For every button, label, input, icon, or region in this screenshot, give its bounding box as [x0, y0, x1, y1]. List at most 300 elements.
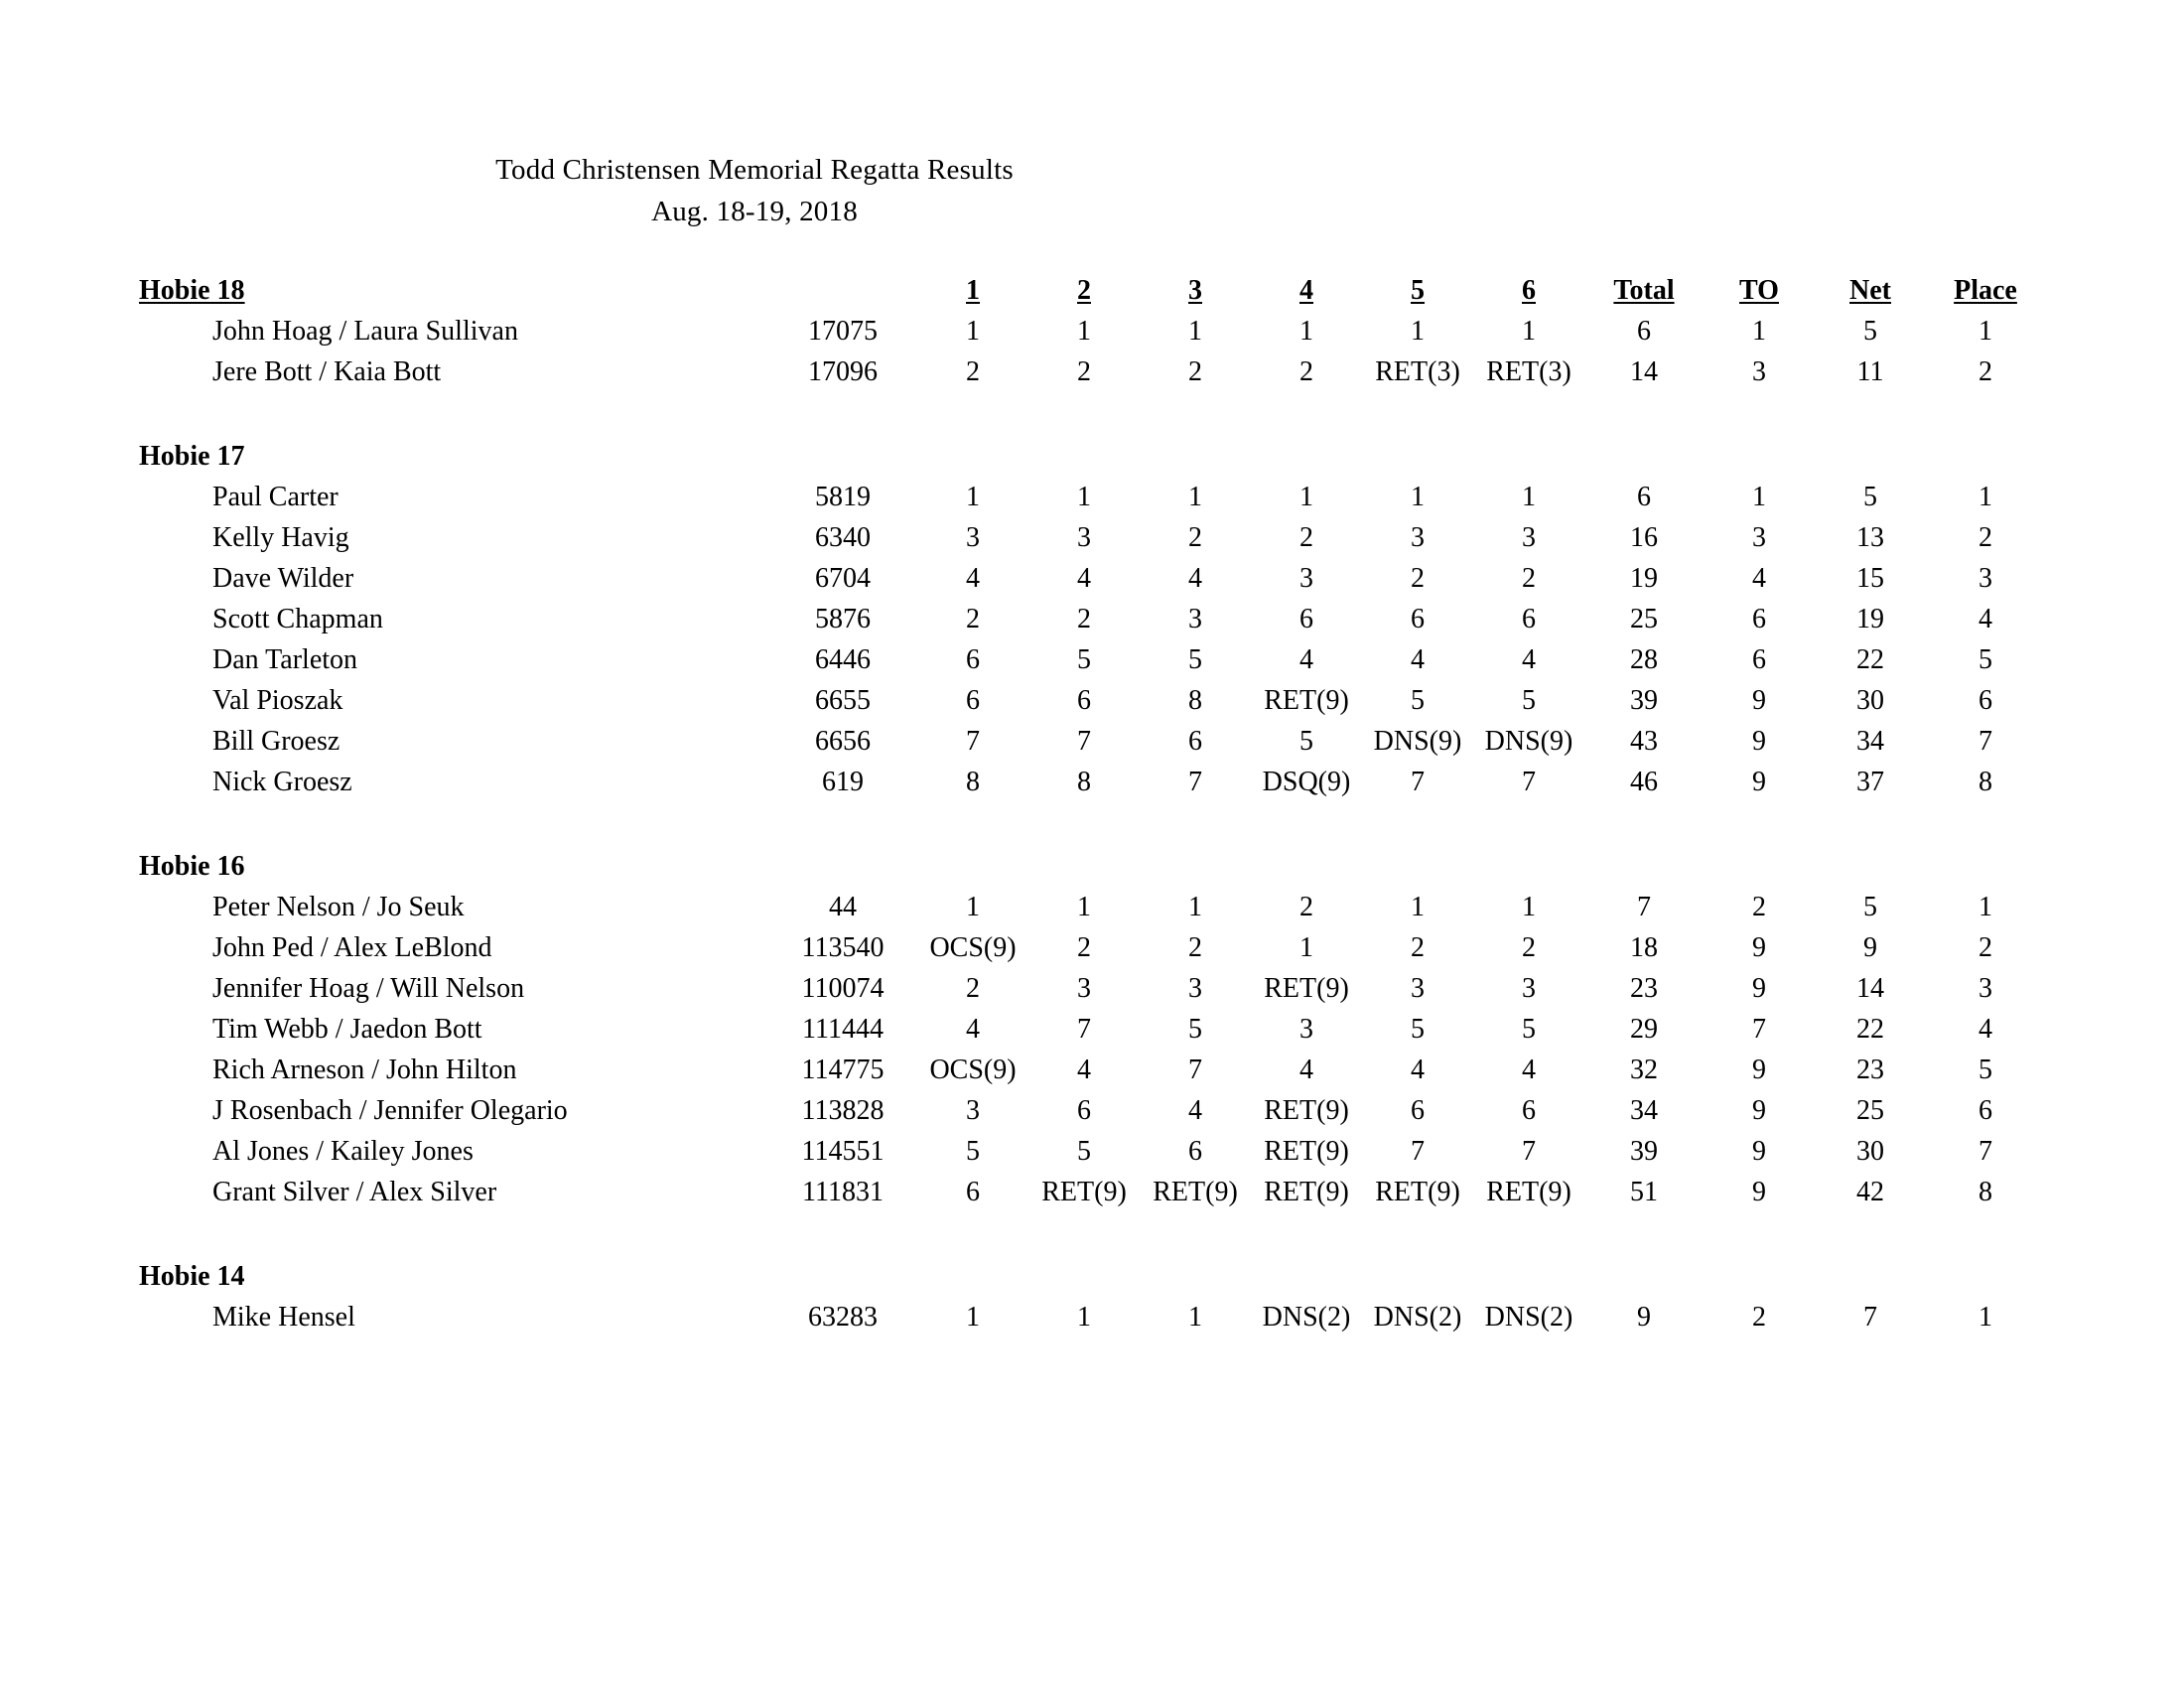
race-6-score: DNS(2) — [1484, 1301, 1573, 1333]
total-score: 6 — [1637, 481, 1651, 512]
race-2-score: 1 — [1077, 315, 1091, 347]
race-5-score: 3 — [1411, 972, 1425, 1004]
net-score: 22 — [1856, 643, 1884, 675]
total-score: 51 — [1630, 1176, 1658, 1207]
place-header — [1926, 846, 2045, 887]
race-5-score: 2 — [1411, 562, 1425, 594]
spacer-cell — [139, 802, 2045, 846]
race-5-header — [1362, 846, 1473, 887]
race-1-score: 6 — [966, 1176, 980, 1207]
race-2-score: 8 — [1077, 766, 1091, 797]
race-1-score: 2 — [966, 355, 980, 387]
race-5-score: 1 — [1411, 481, 1425, 512]
net-score: 37 — [1856, 766, 1884, 797]
place-value: 3 — [1979, 972, 1992, 1004]
skipper-name: Jennifer Hoag / Will Nelson — [212, 972, 525, 1004]
skipper-name: Mike Hensel — [212, 1301, 355, 1333]
place-value: 1 — [1979, 891, 1992, 922]
table-spacer-row — [139, 802, 2045, 846]
race-1-score: 1 — [966, 481, 980, 512]
race-5-score: RET(9) — [1375, 1176, 1460, 1207]
net-score: 14 — [1856, 972, 1884, 1004]
net-score: 7 — [1863, 1301, 1877, 1333]
skipper-name: Nick Groesz — [212, 766, 352, 797]
total-header — [1584, 436, 1704, 477]
net-score: 30 — [1856, 684, 1884, 716]
race-6-score: 7 — [1522, 766, 1536, 797]
throwout-score: 3 — [1752, 355, 1766, 387]
race-1-score: OCS(9) — [929, 931, 1017, 963]
race-4-score: RET(9) — [1264, 1094, 1349, 1126]
race-3-score: RET(9) — [1153, 1176, 1238, 1207]
race-3-score: 2 — [1188, 931, 1202, 963]
throwout-score: 9 — [1752, 684, 1766, 716]
throwout-score: 9 — [1752, 766, 1766, 797]
race-2-score: 7 — [1077, 1013, 1091, 1045]
race-4-score: 3 — [1299, 1013, 1313, 1045]
race-5-score: 7 — [1411, 1135, 1425, 1167]
race-6-score: 2 — [1522, 562, 1536, 594]
race-2-score: 1 — [1077, 891, 1091, 922]
net-score: 22 — [1856, 1013, 1884, 1045]
race-4-score: RET(9) — [1264, 684, 1349, 716]
place-value: 8 — [1979, 1176, 1992, 1207]
race-1-header — [917, 1256, 1028, 1297]
total-score: 28 — [1630, 643, 1658, 675]
race-1-header: 1 — [966, 274, 980, 306]
race-2-score: 1 — [1077, 1301, 1091, 1333]
table-row — [139, 558, 2045, 599]
race-2-score: 1 — [1077, 481, 1091, 512]
race-5-score: 5 — [1411, 1013, 1425, 1045]
race-4-score: 1 — [1299, 315, 1313, 347]
race-6-score: 7 — [1522, 1135, 1536, 1167]
sail-number: 111831 — [802, 1176, 884, 1207]
sail-number: 6340 — [815, 521, 871, 553]
skipper-name: Bill Groesz — [212, 725, 341, 757]
race-4-score: 1 — [1299, 931, 1313, 963]
race-2-score: 2 — [1077, 355, 1091, 387]
skipper-name: Kelly Havig — [212, 521, 349, 553]
table-spacer-row — [139, 392, 2045, 436]
race-1-score: 1 — [966, 891, 980, 922]
race-5-score: 5 — [1411, 684, 1425, 716]
place-value: 7 — [1979, 725, 1992, 757]
total-score: 19 — [1630, 562, 1658, 594]
race-6-score: 6 — [1522, 1094, 1536, 1126]
race-5-score: 2 — [1411, 931, 1425, 963]
total-header: Total — [1613, 274, 1675, 306]
table-row — [139, 1172, 2045, 1212]
sail-number-header — [768, 436, 917, 477]
skipper-name: Rich Arneson / John Hilton — [212, 1054, 517, 1085]
race-2-header — [1028, 846, 1140, 887]
net-header: Net — [1849, 274, 1891, 306]
race-5-score: 6 — [1411, 603, 1425, 634]
total-score: 43 — [1630, 725, 1658, 757]
sail-number: 44 — [829, 891, 857, 922]
place-value: 1 — [1979, 481, 1992, 512]
race-3-score: 2 — [1188, 355, 1202, 387]
net-score: 19 — [1856, 603, 1884, 634]
sail-number: 5876 — [815, 603, 871, 634]
throwout-score: 7 — [1752, 1013, 1766, 1045]
skipper-name: Dan Tarleton — [212, 643, 358, 675]
race-3-score: 1 — [1188, 481, 1202, 512]
sail-number-header — [768, 846, 917, 887]
race-6-score: DNS(9) — [1484, 725, 1573, 757]
race-3-score: 7 — [1188, 766, 1202, 797]
race-1-score: 5 — [966, 1135, 980, 1167]
throwout-score: 9 — [1752, 1135, 1766, 1167]
race-4-score: 6 — [1299, 603, 1313, 634]
sail-number: 63283 — [808, 1301, 878, 1333]
place-header — [1926, 436, 2045, 477]
total-header — [1584, 1256, 1704, 1297]
race-3-score: 2 — [1188, 521, 1202, 553]
sail-number: 113828 — [801, 1094, 885, 1126]
race-6-score: 2 — [1522, 931, 1536, 963]
race-4-score: DSQ(9) — [1262, 766, 1351, 797]
skipper-name: Tim Webb / Jaedon Bott — [212, 1013, 482, 1045]
throwout-score: 9 — [1752, 972, 1766, 1004]
race-2-header — [1028, 436, 1140, 477]
total-score: 25 — [1630, 603, 1658, 634]
race-4-score: RET(9) — [1264, 972, 1349, 1004]
skipper-name: Jere Bott / Kaia Bott — [212, 355, 442, 387]
race-6-score: RET(9) — [1486, 1176, 1571, 1207]
race-1-score: 2 — [966, 603, 980, 634]
table-row — [139, 311, 2045, 352]
sail-number: 619 — [822, 766, 864, 797]
race-2-score: 7 — [1077, 725, 1091, 757]
race-4-score: 5 — [1299, 725, 1313, 757]
race-1-score: 3 — [966, 1094, 980, 1126]
race-4-score: 4 — [1299, 643, 1313, 675]
skipper-name: Peter Nelson / Jo Seuk — [212, 891, 465, 922]
race-5-score: 7 — [1411, 766, 1425, 797]
race-5-score: DNS(2) — [1373, 1301, 1462, 1333]
table-row — [139, 887, 2045, 927]
place-header — [1926, 1256, 2045, 1297]
table-row — [139, 1050, 2045, 1090]
race-5-score: 1 — [1411, 315, 1425, 347]
sail-number: 17075 — [808, 315, 878, 347]
throwout-score: 1 — [1752, 315, 1766, 347]
sail-number: 17096 — [808, 355, 878, 387]
skipper-name: Scott Chapman — [212, 603, 383, 634]
throwout-score: 9 — [1752, 1176, 1766, 1207]
race-2-score: 5 — [1077, 1135, 1091, 1167]
throwout-header — [1704, 846, 1815, 887]
race-5-header — [1362, 1256, 1473, 1297]
sail-number: 114551 — [801, 1135, 885, 1167]
place-value: 6 — [1979, 684, 1992, 716]
throwout-header — [1704, 1256, 1815, 1297]
skipper-name: John Hoag / Laura Sullivan — [212, 315, 518, 347]
skipper-name: Paul Carter — [212, 481, 339, 512]
race-2-score: 2 — [1077, 931, 1091, 963]
race-3-score: 6 — [1188, 725, 1202, 757]
table-row — [139, 927, 2045, 968]
race-3-score: 1 — [1188, 891, 1202, 922]
class-name: Hobie 18 — [139, 274, 245, 306]
place-value: 1 — [1979, 315, 1992, 347]
class-header-row — [139, 436, 2045, 477]
table-row — [139, 762, 2045, 802]
spacer-cell — [139, 392, 2045, 436]
sail-number: 6446 — [815, 643, 871, 675]
skipper-name: John Ped / Alex LeBlond — [212, 931, 492, 963]
document-title: Todd Christensen Memorial Regatta Results — [495, 154, 1014, 186]
race-5-score: 6 — [1411, 1094, 1425, 1126]
place-value: 8 — [1979, 766, 1992, 797]
throwout-score: 4 — [1752, 562, 1766, 594]
place-value: 5 — [1979, 1054, 1992, 1085]
race-4-score: 2 — [1299, 521, 1313, 553]
race-5-score: 4 — [1411, 1054, 1425, 1085]
class-header-row — [139, 1256, 2045, 1297]
throwout-score: 2 — [1752, 891, 1766, 922]
table-row — [139, 1009, 2045, 1050]
race-4-score: 2 — [1299, 355, 1313, 387]
race-1-score: 1 — [966, 315, 980, 347]
race-1-score: 6 — [966, 643, 980, 675]
table-row — [139, 517, 2045, 558]
class-name: Hobie 16 — [139, 850, 245, 882]
sail-number: 6656 — [815, 725, 871, 757]
race-3-header — [1140, 846, 1251, 887]
race-1-score: 1 — [966, 1301, 980, 1333]
race-3-score: 5 — [1188, 1013, 1202, 1045]
race-1-score: 7 — [966, 725, 980, 757]
sail-number: 111444 — [802, 1013, 884, 1045]
race-2-score: 6 — [1077, 1094, 1091, 1126]
sail-number-header — [768, 270, 917, 311]
total-score: 14 — [1630, 355, 1658, 387]
net-score: 5 — [1863, 891, 1877, 922]
net-score: 15 — [1856, 562, 1884, 594]
class-header-row — [139, 270, 2045, 311]
regatta-results-table — [139, 270, 2045, 1337]
race-6-score: 1 — [1522, 891, 1536, 922]
race-1-score: OCS(9) — [929, 1054, 1017, 1085]
race-4-header — [1251, 1256, 1362, 1297]
race-3-score: 6 — [1188, 1135, 1202, 1167]
total-score: 9 — [1637, 1301, 1651, 1333]
place-value: 2 — [1979, 931, 1992, 963]
place-value: 6 — [1979, 1094, 1992, 1126]
class-name: Hobie 17 — [139, 440, 245, 472]
skipper-name: Al Jones / Kailey Jones — [212, 1135, 474, 1167]
race-2-score: RET(9) — [1041, 1176, 1127, 1207]
net-score: 13 — [1856, 521, 1884, 553]
net-score: 42 — [1856, 1176, 1884, 1207]
table-row — [139, 1297, 2045, 1337]
net-score: 23 — [1856, 1054, 1884, 1085]
race-6-score: 4 — [1522, 643, 1536, 675]
skipper-name: Grant Silver / Alex Silver — [212, 1176, 497, 1207]
race-5-score: 3 — [1411, 521, 1425, 553]
race-3-score: 3 — [1188, 972, 1202, 1004]
race-4-header — [1251, 846, 1362, 887]
race-4-score: 1 — [1299, 481, 1313, 512]
race-6-header — [1473, 1256, 1584, 1297]
race-3-score: 4 — [1188, 562, 1202, 594]
skipper-name: Val Pioszak — [212, 684, 343, 716]
total-score: 7 — [1637, 891, 1651, 922]
table-row — [139, 968, 2045, 1009]
race-2-score: 3 — [1077, 972, 1091, 1004]
race-2-score: 4 — [1077, 562, 1091, 594]
table-row — [139, 477, 2045, 517]
race-4-score: 2 — [1299, 891, 1313, 922]
race-2-header: 2 — [1077, 274, 1091, 306]
net-score: 34 — [1856, 725, 1884, 757]
throwout-header — [1704, 436, 1815, 477]
net-score: 25 — [1856, 1094, 1884, 1126]
race-2-score: 5 — [1077, 643, 1091, 675]
race-1-score: 6 — [966, 684, 980, 716]
document-subtitle: Aug. 18-19, 2018 — [651, 196, 858, 227]
race-5-score: 4 — [1411, 643, 1425, 675]
race-4-header — [1251, 436, 1362, 477]
race-6-header: 6 — [1522, 274, 1536, 306]
net-header — [1815, 1256, 1926, 1297]
sail-number: 5819 — [815, 481, 871, 512]
race-4-score: RET(9) — [1264, 1135, 1349, 1167]
race-3-header — [1140, 1256, 1251, 1297]
race-4-score: 4 — [1299, 1054, 1313, 1085]
race-3-score: 1 — [1188, 1301, 1202, 1333]
table-row — [139, 1131, 2045, 1172]
race-3-header: 3 — [1188, 274, 1202, 306]
net-score: 5 — [1863, 481, 1877, 512]
table-row — [139, 599, 2045, 639]
race-1-score: 4 — [966, 1013, 980, 1045]
sail-number: 114775 — [801, 1054, 885, 1085]
table-row — [139, 352, 2045, 392]
place-value: 3 — [1979, 562, 1992, 594]
race-2-score: 6 — [1077, 684, 1091, 716]
race-3-score: 8 — [1188, 684, 1202, 716]
total-score: 46 — [1630, 766, 1658, 797]
table-row — [139, 721, 2045, 762]
skipper-name: Dave Wilder — [212, 562, 354, 594]
race-4-score: RET(9) — [1264, 1176, 1349, 1207]
throwout-score: 6 — [1752, 643, 1766, 675]
race-3-score: 3 — [1188, 603, 1202, 634]
race-4-score: DNS(2) — [1262, 1301, 1351, 1333]
race-2-score: 4 — [1077, 1054, 1091, 1085]
race-1-score: 8 — [966, 766, 980, 797]
total-score: 29 — [1630, 1013, 1658, 1045]
sail-number: 6655 — [815, 684, 871, 716]
net-score: 5 — [1863, 315, 1877, 347]
table-row — [139, 680, 2045, 721]
throwout-score: 9 — [1752, 1054, 1766, 1085]
race-1-score: 2 — [966, 972, 980, 1004]
throwout-score: 1 — [1752, 481, 1766, 512]
race-5-header — [1362, 436, 1473, 477]
throwout-score: 9 — [1752, 931, 1766, 963]
race-3-score: 7 — [1188, 1054, 1202, 1085]
net-header — [1815, 436, 1926, 477]
total-score: 39 — [1630, 684, 1658, 716]
throwout-score: 2 — [1752, 1301, 1766, 1333]
race-6-header — [1473, 846, 1584, 887]
place-value: 2 — [1979, 521, 1992, 553]
place-value: 4 — [1979, 603, 1992, 634]
place-header: Place — [1954, 274, 2017, 306]
class-name: Hobie 14 — [139, 1260, 245, 1292]
race-5-header: 5 — [1411, 274, 1425, 306]
throwout-score: 9 — [1752, 1094, 1766, 1126]
spacer-cell — [139, 1212, 2045, 1256]
race-6-score: 3 — [1522, 972, 1536, 1004]
skipper-name: J Rosenbach / Jennifer Olegario — [212, 1094, 568, 1126]
place-value: 1 — [1979, 1301, 1992, 1333]
sail-number-header — [768, 1256, 917, 1297]
race-3-header — [1140, 436, 1251, 477]
sail-number: 113540 — [801, 931, 885, 963]
total-score: 32 — [1630, 1054, 1658, 1085]
place-value: 4 — [1979, 1013, 1992, 1045]
race-1-header — [917, 436, 1028, 477]
place-value: 5 — [1979, 643, 1992, 675]
race-2-header — [1028, 1256, 1140, 1297]
race-2-score: 3 — [1077, 521, 1091, 553]
race-6-score: 1 — [1522, 315, 1536, 347]
total-score: 18 — [1630, 931, 1658, 963]
race-1-score: 4 — [966, 562, 980, 594]
race-5-score: 1 — [1411, 891, 1425, 922]
race-6-score: 4 — [1522, 1054, 1536, 1085]
race-6-score: 6 — [1522, 603, 1536, 634]
net-score: 9 — [1863, 931, 1877, 963]
throwout-header: TO — [1739, 274, 1779, 306]
race-1-header — [917, 846, 1028, 887]
race-6-score: RET(3) — [1486, 355, 1571, 387]
race-4-score: 3 — [1299, 562, 1313, 594]
race-4-header: 4 — [1299, 274, 1313, 306]
total-score: 6 — [1637, 315, 1651, 347]
table-row — [139, 1090, 2045, 1131]
class-header-row — [139, 846, 2045, 887]
total-score: 16 — [1630, 521, 1658, 553]
table-row — [139, 639, 2045, 680]
net-score: 11 — [1856, 355, 1884, 387]
race-6-score: 3 — [1522, 521, 1536, 553]
race-2-score: 2 — [1077, 603, 1091, 634]
total-header — [1584, 846, 1704, 887]
place-value: 2 — [1979, 355, 1992, 387]
race-6-score: 1 — [1522, 481, 1536, 512]
throwout-score: 6 — [1752, 603, 1766, 634]
race-3-score: 1 — [1188, 315, 1202, 347]
race-6-score: 5 — [1522, 1013, 1536, 1045]
sail-number: 110074 — [801, 972, 885, 1004]
sail-number: 6704 — [815, 562, 871, 594]
document-title-block — [0, 0, 1509, 232]
total-score: 34 — [1630, 1094, 1658, 1126]
place-value: 7 — [1979, 1135, 1992, 1167]
total-score: 23 — [1630, 972, 1658, 1004]
throwout-score: 3 — [1752, 521, 1766, 553]
race-5-score: DNS(9) — [1373, 725, 1462, 757]
net-score: 30 — [1856, 1135, 1884, 1167]
race-3-score: 5 — [1188, 643, 1202, 675]
